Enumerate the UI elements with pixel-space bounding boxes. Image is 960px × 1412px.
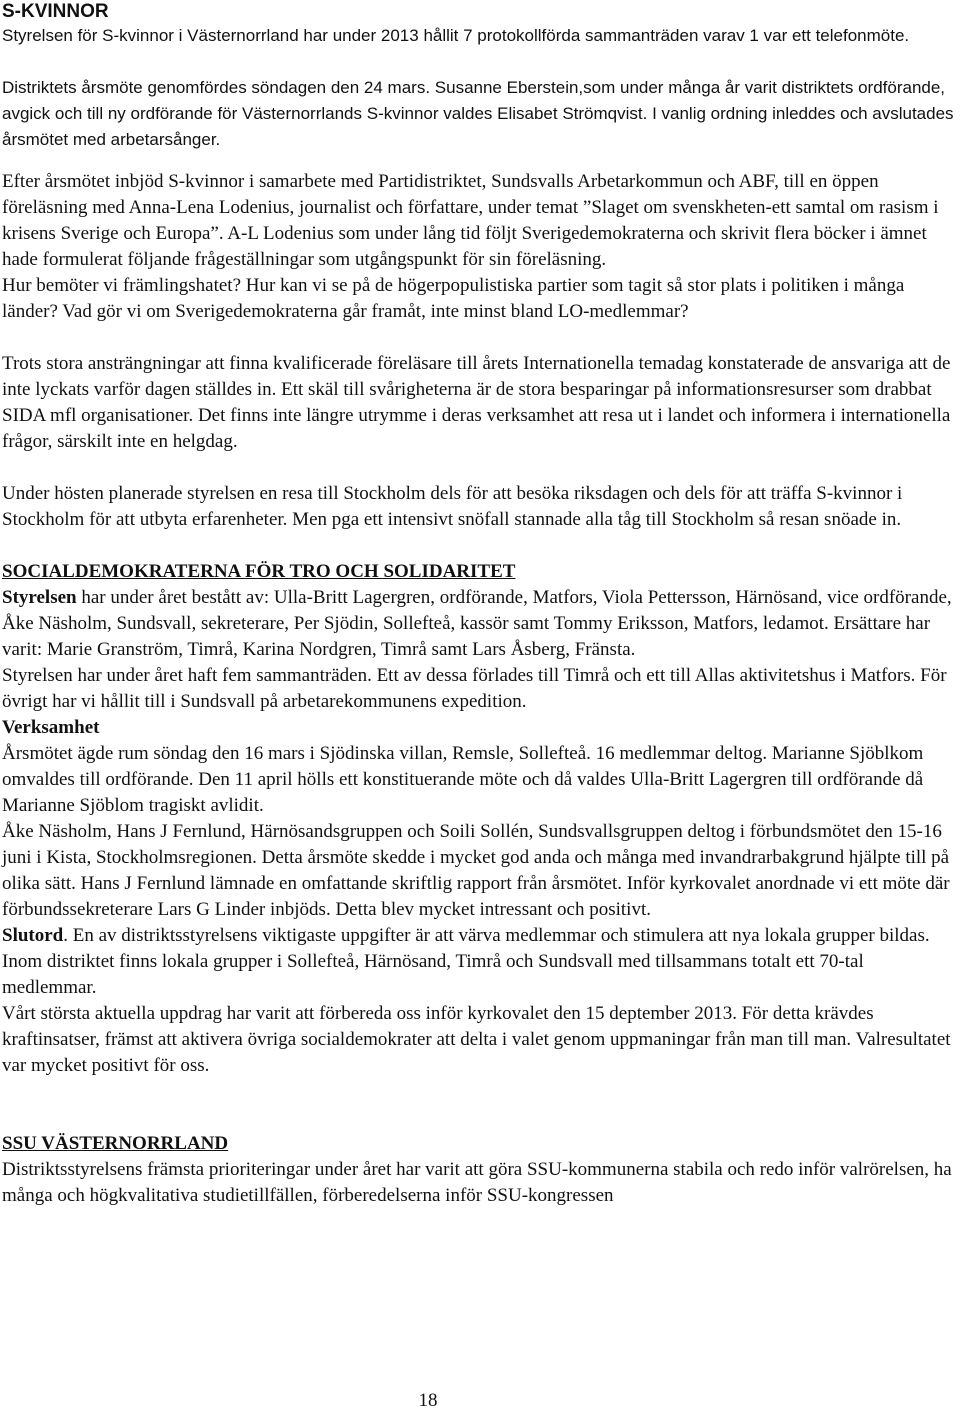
- tro-paragraph-closing: [2, 923, 954, 1001]
- slutord-text: . En av distriktsstyrelsens viktigaste uppgifter är att värva medlemmar och stimulera att nya lokala grupper bildas. Inom distriktet finns lokala grupper i Sollefteå, Härnösand, Timrå och Sundsvall med tillsammans totalt ett 70-tal medlemmar.: [2, 925, 930, 998]
- skvinnor-paragraph-lecture: Efter årsmötet inbjöd S-kvinnor i samarbete med Partidistriktet, Sundsvalls Arbetarkommun och ABF, till en öppen föreläsning med Anna-Lena Lodenius, journalist och författare, under temat ”Slaget om svenskheten-ett samtal om rasism i krisens Sverige och Europa”. A-L Lodenius som under lång tid följt Sverigedemokraterna och skrivit flera böcker i ämnet hade formulerat följande frågeställningar som utgångspunkt för sin föreläsning.: [2, 171, 939, 270]
- section-heading-tro-solidaritet: SOCIALDEMOKRATERNA FÖR TRO OCH SOLIDARITET: [2, 561, 516, 582]
- tro-paragraph-church-election: Vårt största aktuella uppdrag har varit att förbereda oss inför kyrkovalet den 15 deptember 2013. För detta krävdes kraftinsatser, främst att aktivera övriga socialdemokrater att delta i valet genom uppmaningar från man till man. Valresultatet var mycket positivt för oss.: [2, 1003, 951, 1076]
- tro-paragraph-annual-meeting: Årsmötet ägde rum söndag den 16 mars i Sjödinska villan, Remsle, Sollefteå. 16 medlemmar deltog. Marianne Sjöblkom omvaldes till ordförande. Den 11 april hölls ett konstituerande möte och då valdes Ulla-Britt Lagergren till ordförande då Marianne Sjöblom tragiskt avlidit.: [2, 743, 924, 816]
- section-title-skvinnor: S-KVINNOR: [2, 1, 109, 22]
- ssu-paragraph-priorities: Distriktsstyrelsens främsta prioriteringar under året har varit att göra SSU-kommunerna stabila och redo inför valrörelsen, ha många och högkvalitativa studietillfällen, förberedelserna inför SSU-kongressen: [2, 1159, 952, 1206]
- slutord-label: Slutord: [2, 925, 64, 946]
- tro-paragraph-board: [2, 585, 954, 663]
- skvinnor-paragraph-meetings: Styrelsen för S-kvinnor i Västernorrland har under 2013 hållit 7 protokollförda sammanträden varav 1 var ett telefonmöte.: [2, 26, 910, 45]
- document-page: [2, 0, 954, 1209]
- styrelsen-label: Styrelsen: [2, 587, 77, 608]
- section-heading-ssu: SSU VÄSTERNORRLAND: [2, 1133, 229, 1154]
- skvinnor-paragraph-questions: Hur bemöter vi främlingshatet? Hur kan vi se på de högerpopulistiska partier som tagit så stor plats i politiken i många länder? Vad gör vi om Sverigedemokraterna går framåt, inte minst bland LO-medlemmar?: [2, 275, 905, 322]
- skvinnor-paragraph-theme-day: Trots stora ansträngningar att finna kvalificerade föreläsare till årets Internationella temadag konstaterade de ansvariga att de inte lyckats varför dagen ställdes in. Ett skäl till svårigheterna är de stora besparingar på informationsresurser som drabbat SIDA mfl organisationer. Det finns inte längre utrymme i deras verksamhet att resa ut i landet och informera i internationella frågor, särskilt inte en helgdag.: [2, 353, 951, 452]
- styrelsen-text: har under året bestått av: Ulla-Britt Lagergren, ordförande, Matfors, Viola Pettersson, Härnösand, vice ordförande, Åke Näsholm, Sundsvall, sekreterare, Per Sjödin, Sollefteå, kassör samt Tommy Eriksson, Matfors, ledamot. Ersättare har varit: Marie Granström, Timrå, Karina Nordgren, Timrå samt Lars Åsberg, Fränsta.: [2, 587, 952, 660]
- tro-paragraph-federation-meeting: Åke Näsholm, Hans J Fernlund, Härnösandsgruppen och Soili Sollén, Sundsvallsgruppen deltog i förbundsmötet den 15-16 juni i Kista, Stockholmsregionen. Detta årsmöte skedde i mycket god anda och många med invandrarbakgrund hjälpte till på olika sätt. Hans J Fernlund lämnade en omfattande skriftlig rapport från årsmötet. Inför kyrkovalet anordnade vi ett möte där förbundssekreterare Lars G Linder inbjöds. Detta blev mycket intressant och positivt.: [2, 821, 950, 920]
- page-number: 18: [418, 1390, 438, 1411]
- skvinnor-paragraph-stockholm-trip: Under hösten planerade styrelsen en resa till Stockholm dels för att besöka riksdagen och dels för att träffa S-kvinnor i Stockholm för att utbyta erfarenheter. Men pga ett intensivt snöfall stannade alla tåg till Stockholm så resan snöade in.: [2, 483, 903, 530]
- tro-paragraph-meetings: Styrelsen har under året haft fem sammanträden. Ett av dessa förlades till Timrå och ett till Allas aktivitetshus i Matfors. För övrigt har vi hållit till i Sundsvall på arbetarekommunens expedition.: [2, 665, 947, 712]
- verksamhet-label: Verksamhet: [2, 717, 100, 738]
- skvinnor-paragraph-annual-meeting: Distriktets årsmöte genomfördes söndagen den 24 mars. Susanne Eberstein,som under många år varit distriktets ordförande, avgick och till ny ordförande för Västernorrlands S-kvinnor valdes Elisabet Strömqvist. I vanlig ordning inleddes och avslutades årsmötet med arbetarsånger.: [2, 78, 954, 149]
